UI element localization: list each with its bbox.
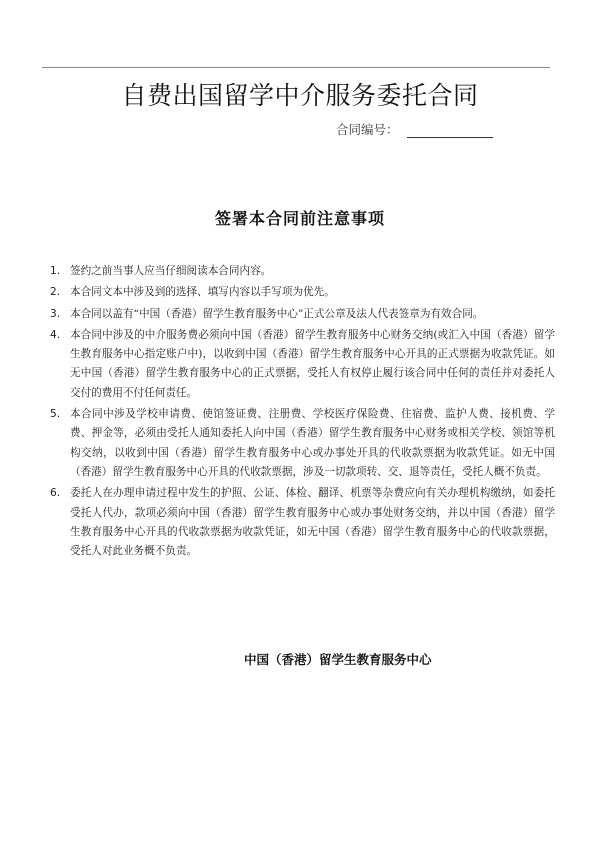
note-item <box>50 283 555 302</box>
note-text: 本合同中涉及的中介服务费必须向中国（香港）留学生教育服务中心财务交纳(或汇入中国（香港）留学生教育服务中心指定账户中)，以收到中国（香港）留学生教育服务中心开具的正式票据为收款凭证。如无中国（香港）留学生教育服务中心的正式票据，受托人有权停止履行该合同中任何的责任并对委托人交付的费用不付任何责任。 <box>70 328 555 399</box>
note-item <box>50 262 555 281</box>
note-text: 本合同中涉及学校申请费、使馆签证费、注册费、学校医疗保险费、住宿费、监护人费、接机费、学费、押金等，必须由受托人通知委托人向中国（香港）留学生教育服务中心财务或相关学校、领馆等机构交纳，以收到中国（香港）留学生教育服务中心或办事处开具的代收款票据为收款凭证。如无中国（香港）留学生教育服务中心开具的代收款票据，涉及一切款项转、交、退等责任，受托人概不负责。 <box>70 408 555 478</box>
note-number: 5. <box>50 408 61 421</box>
note-number: 3. <box>50 307 61 320</box>
note-number: 4. <box>50 328 61 341</box>
note-text: 委托人在办理申请过程中发生的护照、公证、体检、翻译、机票等杂费应向有关办理机构缴纳，如委托受托人代办，款项必须向中国（香港）留学生教育服务中心或办事处财务交纳，并以中国（香港）留学生教育服务中心开具的代收款票据为收款凭证，如无中国（香港）留学生教育服务中心的代收款票据，受托人对此业务概不负责。 <box>70 487 555 558</box>
section-title: 签署本合同前注意事项 <box>214 209 385 228</box>
contract-number-label: 合同编号： <box>336 122 399 137</box>
note-text: 本合同文本中涉及到的选择、填写内容以手写项为优先。 <box>70 286 335 299</box>
document-title: 自费出国留学中介服务委托合同 <box>121 81 479 110</box>
contract-number-field <box>336 120 496 138</box>
contract-number-blank <box>407 123 493 138</box>
note-text: 本合同以盖有“中国（香港）留学生教育服务中心”正式公章及法人代表签章为有效合同。 <box>70 307 484 320</box>
note-item <box>50 405 555 482</box>
note-item <box>50 326 555 403</box>
header-rule <box>42 67 550 68</box>
organization-signature: 中国（香港）留学生教育服务中心 <box>244 652 432 667</box>
note-number: 2. <box>50 286 61 299</box>
note-number: 1. <box>50 265 61 277</box>
note-item <box>50 484 555 561</box>
note-item <box>50 305 555 324</box>
notes-list <box>50 262 555 563</box>
note-text: 签约之前当事人应当仔细阅读本合同内容。 <box>70 265 272 277</box>
note-number: 6. <box>50 487 61 500</box>
